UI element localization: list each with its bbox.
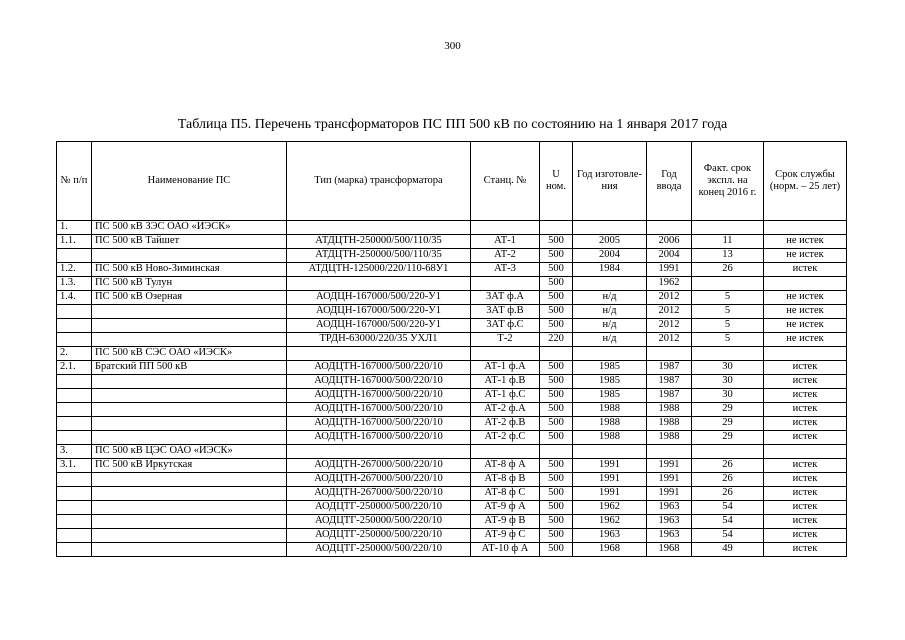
table-row [57, 515, 847, 529]
table-cell [647, 221, 692, 235]
table-cell: истек [764, 543, 847, 557]
table-cell: 5 [692, 291, 764, 305]
table-cell: 26 [692, 487, 764, 501]
table-cell: АОДЦТН-167000/500/220/10 [287, 431, 471, 445]
table-cell: 1985 [573, 361, 647, 375]
table-cell [647, 347, 692, 361]
table-cell: 1963 [647, 529, 692, 543]
table-cell: 1.1. [57, 235, 92, 249]
table-cell: 1.3. [57, 277, 92, 291]
table-body [57, 221, 847, 557]
table-row [57, 529, 847, 543]
table-cell: 1988 [647, 403, 692, 417]
table-cell: АТДЦТН-250000/500/110/35 [287, 235, 471, 249]
table-cell: АТ-1 ф.В [471, 375, 540, 389]
table-row [57, 277, 847, 291]
table-cell: истек [764, 403, 847, 417]
table-row [57, 417, 847, 431]
table-cell: 500 [540, 319, 573, 333]
table-cell [57, 515, 92, 529]
table-cell: АОДЦТГ-250000/500/220/10 [287, 515, 471, 529]
table-cell: ПС 500 кВ ЦЭС ОАО «ИЭСК» [92, 445, 287, 459]
table-cell [92, 305, 287, 319]
table-cell: 500 [540, 277, 573, 291]
table-cell [57, 529, 92, 543]
table-cell [692, 277, 764, 291]
table-cell: АТ-9 ф С [471, 529, 540, 543]
table-cell: не истек [764, 249, 847, 263]
table-cell: 29 [692, 403, 764, 417]
table-cell [57, 417, 92, 431]
table-cell [764, 445, 847, 459]
table-cell: АОДЦН-167000/500/220-У1 [287, 291, 471, 305]
table-cell [287, 277, 471, 291]
table-cell: 500 [540, 529, 573, 543]
table-cell: 500 [540, 249, 573, 263]
header-cell: Факт. срок экспл. на конец 2016 г. [692, 142, 764, 221]
table-cell: не истек [764, 305, 847, 319]
table-cell [92, 375, 287, 389]
table-cell: 49 [692, 543, 764, 557]
table-cell [92, 417, 287, 431]
table-row [57, 473, 847, 487]
table-cell: 1991 [647, 263, 692, 277]
table-cell: истек [764, 431, 847, 445]
table-row [57, 389, 847, 403]
table-cell [92, 319, 287, 333]
table-cell: 1985 [573, 375, 647, 389]
table-cell: АОДЦТН-167000/500/220/10 [287, 375, 471, 389]
table-cell: 3АТ ф.В [471, 305, 540, 319]
table-cell [540, 347, 573, 361]
table-cell: 30 [692, 361, 764, 375]
table-cell: 2012 [647, 333, 692, 347]
table-cell [471, 277, 540, 291]
table-cell: АТ-8 ф В [471, 473, 540, 487]
page-number: 300 [444, 40, 461, 52]
table-cell: 1987 [647, 375, 692, 389]
table-cell: АОДЦН-167000/500/220-У1 [287, 305, 471, 319]
table-row [57, 305, 847, 319]
table-cell: н/д [573, 333, 647, 347]
table-cell: истек [764, 487, 847, 501]
table-cell: 54 [692, 501, 764, 515]
table-cell: ПС 500 кВ Ново-Зиминская [92, 263, 287, 277]
table-cell: АОДЦН-167000/500/220-У1 [287, 319, 471, 333]
table-cell: АТ-8 ф А [471, 459, 540, 473]
table-cell: истек [764, 459, 847, 473]
table-cell: истек [764, 263, 847, 277]
table-cell: 1987 [647, 389, 692, 403]
table-row [57, 263, 847, 277]
table-row [57, 333, 847, 347]
table-cell: 500 [540, 361, 573, 375]
table-cell: АТ-2 ф.С [471, 431, 540, 445]
table-cell: 2004 [573, 249, 647, 263]
table-cell: 1963 [647, 515, 692, 529]
table-cell [57, 543, 92, 557]
table-cell: 500 [540, 417, 573, 431]
table-cell: 1988 [573, 417, 647, 431]
table-cell: 1991 [573, 459, 647, 473]
table-cell: истек [764, 473, 847, 487]
table-cell: АТДЦТН-250000/500/110/35 [287, 249, 471, 263]
table-cell: АТДЦТН-125000/220/110-68У1 [287, 263, 471, 277]
table-cell: 5 [692, 305, 764, 319]
table-cell: 30 [692, 389, 764, 403]
table-cell: 1987 [647, 361, 692, 375]
table-cell: 5 [692, 319, 764, 333]
table-cell: 30 [692, 375, 764, 389]
table-row [57, 543, 847, 557]
table-cell [573, 221, 647, 235]
table-cell: 1988 [647, 431, 692, 445]
table-cell [92, 249, 287, 263]
table-cell: 2012 [647, 291, 692, 305]
table-cell: 1962 [573, 515, 647, 529]
table-cell [764, 277, 847, 291]
table-cell: АОДЦТГ-250000/500/220/10 [287, 501, 471, 515]
table-row [57, 235, 847, 249]
table-cell: АТ-2 ф.В [471, 417, 540, 431]
table-cell: АОДЦТН-167000/500/220/10 [287, 403, 471, 417]
table-cell: 500 [540, 543, 573, 557]
table-cell: 1991 [573, 473, 647, 487]
table-cell [92, 515, 287, 529]
table-cell: н/д [573, 305, 647, 319]
table-cell: 500 [540, 403, 573, 417]
table-cell: 1.2. [57, 263, 92, 277]
table-row [57, 249, 847, 263]
table-cell: 3. [57, 445, 92, 459]
table-cell: 1968 [647, 543, 692, 557]
table-cell: АТ-1 ф.А [471, 361, 540, 375]
header-cell: Тип (марка) трансформатора [287, 142, 471, 221]
table-cell: АТ-2 ф.А [471, 403, 540, 417]
table-cell [287, 445, 471, 459]
table-row [57, 431, 847, 445]
table-cell: АОДЦТГ-250000/500/220/10 [287, 529, 471, 543]
table-cell: ТРДН-63000/220/35 УХЛ1 [287, 333, 471, 347]
table-cell: 1963 [647, 501, 692, 515]
table-cell: АТ-9 ф А [471, 501, 540, 515]
table-cell: 26 [692, 263, 764, 277]
table-cell: 54 [692, 529, 764, 543]
header-cell: U ном. [540, 142, 573, 221]
table-cell [471, 445, 540, 459]
table-cell [57, 375, 92, 389]
table-cell [92, 543, 287, 557]
table-cell [287, 221, 471, 235]
table-cell: 500 [540, 389, 573, 403]
table-cell: 1.4. [57, 291, 92, 305]
table-cell: 2.1. [57, 361, 92, 375]
table-cell [647, 445, 692, 459]
table-cell [92, 431, 287, 445]
table-cell: ПС 500 кВ Иркутская [92, 459, 287, 473]
table-cell: 1991 [647, 487, 692, 501]
table-cell: АТ-10 ф А [471, 543, 540, 557]
table-cell: не истек [764, 333, 847, 347]
table-cell: ПС 500 кВ Тулун [92, 277, 287, 291]
table-cell: 1988 [647, 417, 692, 431]
table-cell: истек [764, 529, 847, 543]
table-cell [57, 249, 92, 263]
table-cell: 1991 [573, 487, 647, 501]
table-cell: истек [764, 515, 847, 529]
table-row [57, 319, 847, 333]
table-cell: 11 [692, 235, 764, 249]
table-cell: истек [764, 361, 847, 375]
table-cell: 500 [540, 487, 573, 501]
table-cell: ПС 500 кВ Тайшет [92, 235, 287, 249]
table-cell: 29 [692, 417, 764, 431]
table-cell: истек [764, 501, 847, 515]
table-cell: ПС 500 кВ ЗЭС ОАО «ИЭСК» [92, 221, 287, 235]
header-cell: Год ввода [647, 142, 692, 221]
table-cell: 500 [540, 263, 573, 277]
table-cell [92, 473, 287, 487]
table-cell: Т-2 [471, 333, 540, 347]
table-cell: 220 [540, 333, 573, 347]
table-cell: Братский ПП 500 кВ [92, 361, 287, 375]
table-cell [57, 403, 92, 417]
table-cell: ПС 500 кВ Озерная [92, 291, 287, 305]
table-row [57, 459, 847, 473]
header-cell: Станц. № [471, 142, 540, 221]
table-cell: 500 [540, 375, 573, 389]
header-cell: Год изготовле-ния [573, 142, 647, 221]
table-cell [573, 277, 647, 291]
table-cell: 500 [540, 291, 573, 305]
table-cell [471, 221, 540, 235]
table-cell: АОДЦТГ-250000/500/220/10 [287, 543, 471, 557]
table-cell: 26 [692, 473, 764, 487]
table-cell: 500 [540, 305, 573, 319]
table-cell: 2004 [647, 249, 692, 263]
table-cell: 29 [692, 431, 764, 445]
table-row [57, 347, 847, 361]
table-cell: 500 [540, 431, 573, 445]
table-cell: 3АТ ф.А [471, 291, 540, 305]
transformer-table [56, 141, 847, 557]
table-cell: АОДЦТН-267000/500/220/10 [287, 473, 471, 487]
table-row [57, 487, 847, 501]
table-cell [692, 347, 764, 361]
table-cell [57, 431, 92, 445]
table-cell: не истек [764, 235, 847, 249]
table-cell: 500 [540, 501, 573, 515]
table-cell: АОДЦТН-167000/500/220/10 [287, 417, 471, 431]
table-cell [764, 347, 847, 361]
table-cell: н/д [573, 291, 647, 305]
table-cell: 500 [540, 459, 573, 473]
table-cell: 1984 [573, 263, 647, 277]
table-cell [57, 319, 92, 333]
table-cell: 500 [540, 515, 573, 529]
table-cell [92, 529, 287, 543]
table-cell: 26 [692, 459, 764, 473]
table-cell: истек [764, 417, 847, 431]
table-cell: АОДЦТН-267000/500/220/10 [287, 459, 471, 473]
table-cell [92, 403, 287, 417]
table-row [57, 375, 847, 389]
table-cell [92, 333, 287, 347]
table-title: Таблица П5. Перечень трансформаторов ПС ПП 500 кВ по состоянию на 1 января 2017 года [177, 117, 728, 132]
table-cell [92, 389, 287, 403]
table-cell: АОДЦТН-167000/500/220/10 [287, 361, 471, 375]
table-cell: 13 [692, 249, 764, 263]
table-cell: 2006 [647, 235, 692, 249]
table-cell [57, 333, 92, 347]
table-row [57, 403, 847, 417]
table-cell [57, 305, 92, 319]
table-cell: 3.1. [57, 459, 92, 473]
table-cell [540, 221, 573, 235]
table-cell [57, 501, 92, 515]
table-cell: истек [764, 375, 847, 389]
table-cell [287, 347, 471, 361]
table-cell [57, 487, 92, 501]
table-cell [692, 221, 764, 235]
table-cell: 1991 [647, 459, 692, 473]
table-cell: АТ-8 ф С [471, 487, 540, 501]
table-cell [92, 501, 287, 515]
table-cell: АТ-2 [471, 249, 540, 263]
table-row [57, 361, 847, 375]
table-cell: истек [764, 389, 847, 403]
table-cell: АТ-1 ф.С [471, 389, 540, 403]
table-cell [573, 445, 647, 459]
table-cell [573, 347, 647, 361]
table-cell: 54 [692, 515, 764, 529]
table-cell: 2005 [573, 235, 647, 249]
table-cell [57, 473, 92, 487]
table-cell: 5 [692, 333, 764, 347]
table-cell: 2012 [647, 305, 692, 319]
table-cell: 2012 [647, 319, 692, 333]
table-cell: 500 [540, 473, 573, 487]
table-cell: 3АТ ф.С [471, 319, 540, 333]
table-cell [692, 445, 764, 459]
table-cell: н/д [573, 319, 647, 333]
table-cell [92, 487, 287, 501]
table-cell: АТ-3 [471, 263, 540, 277]
table-cell [764, 221, 847, 235]
table-row [57, 291, 847, 305]
table-cell: АОДЦТН-167000/500/220/10 [287, 389, 471, 403]
table-cell: АТ-1 [471, 235, 540, 249]
table-cell: АОДЦТН-267000/500/220/10 [287, 487, 471, 501]
table-cell: 1968 [573, 543, 647, 557]
table-cell: не истек [764, 291, 847, 305]
table-cell: АТ-9 ф В [471, 515, 540, 529]
table-cell: 1988 [573, 403, 647, 417]
table-cell: 1963 [573, 529, 647, 543]
header-cell: Наименование ПС [92, 142, 287, 221]
table-cell: 1. [57, 221, 92, 235]
table-cell: не истек [764, 319, 847, 333]
header-cell: Срок службы (норм. – 25 лет) [764, 142, 847, 221]
table-cell: 1962 [573, 501, 647, 515]
table-cell: 1985 [573, 389, 647, 403]
table-cell [471, 347, 540, 361]
table-cell [57, 389, 92, 403]
table-row [57, 221, 847, 235]
table-cell: ПС 500 кВ СЭС ОАО «ИЭСК» [92, 347, 287, 361]
table-cell [540, 445, 573, 459]
table-cell: 500 [540, 235, 573, 249]
table-cell: 1991 [647, 473, 692, 487]
table-cell: 1962 [647, 277, 692, 291]
header-cell: № п/п [57, 142, 92, 221]
header-row [57, 142, 847, 221]
table-cell: 2. [57, 347, 92, 361]
table-cell: 1988 [573, 431, 647, 445]
table-row [57, 445, 847, 459]
table-row [57, 501, 847, 515]
